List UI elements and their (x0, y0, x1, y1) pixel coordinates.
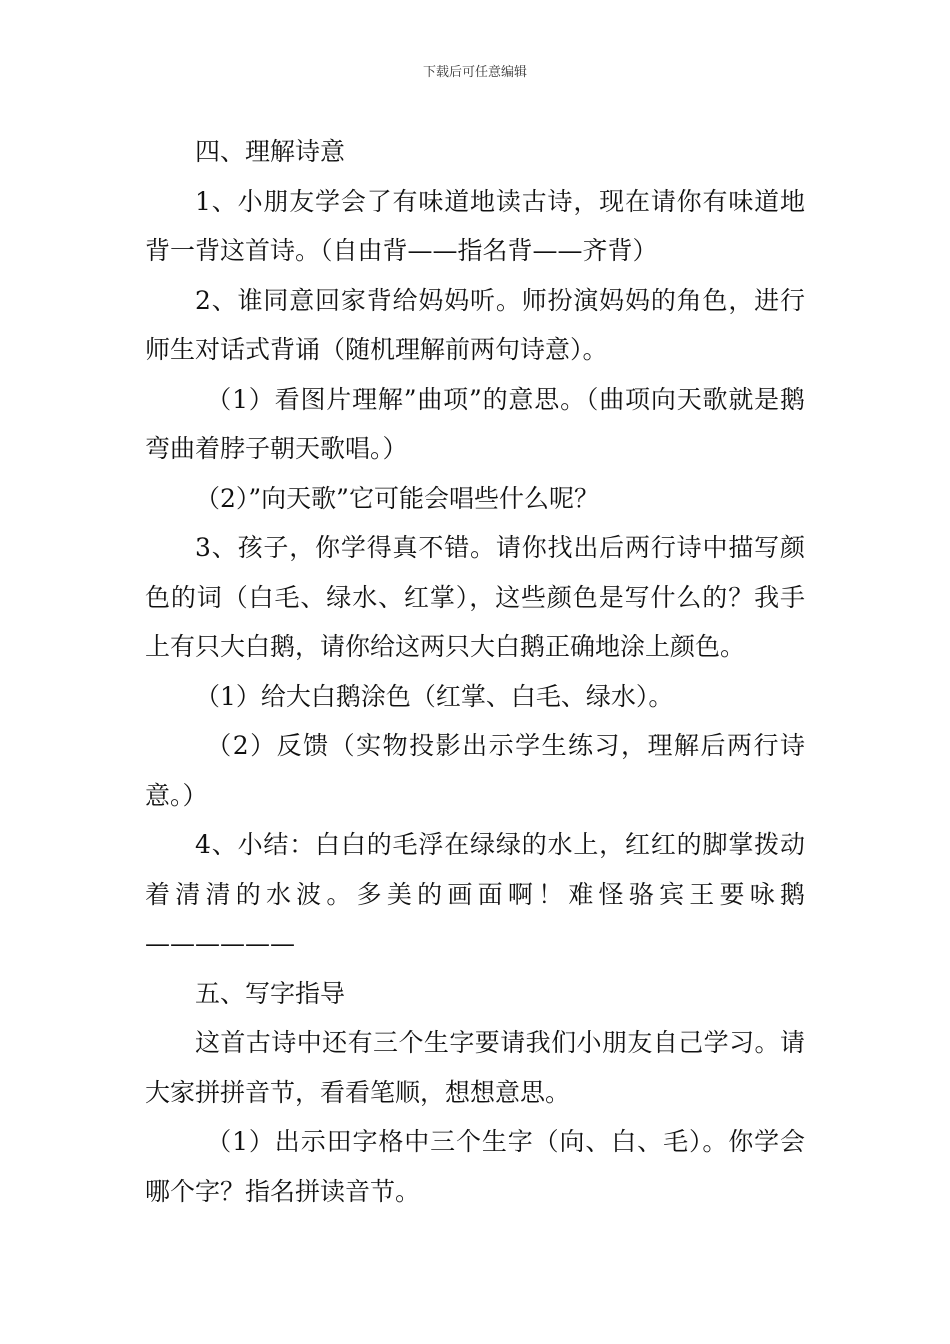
paragraph-dialogue: 2、谁同意回家背给妈妈听。师扮演妈妈的角色，进行师生对话式背诵（随机理解前两句诗意）。 (145, 285, 805, 364)
page-header: 下载后可任意编辑 (422, 65, 527, 80)
section-heading-understanding: 四、理解诗意 (195, 137, 346, 166)
paragraph-feedback: （2）反馈（实物投影出示学生练习，理解后两行诗意。） (145, 731, 805, 810)
paragraph-sing-question: （2）”向天歌”它可能会唱些什么呢？ (195, 483, 599, 513)
document-body (145, 127, 805, 1216)
paragraph-coloring: （1）给大白鹅涂色（红掌、白毛、绿水）。 (195, 681, 674, 711)
paragraph-colors: 3、孩子，你学得真不错。请你找出后两行诗中描写颜色的词（白毛、绿水、红掌），这些颜色是写什么的？我手上有只大白鹅，请你给这两只大白鹅正确地涂上颜色。 (145, 533, 805, 661)
paragraph-picture-meaning: （1）看图片理解”曲项”的意思。（曲项向天歌就是鹅弯曲着脖子朝天歌唱。） (145, 384, 805, 463)
paragraph-new-characters: 这首古诗中还有三个生字要请我们小朋友自己学习。请大家拼拼音节，看看笔顺，想想意思。 (145, 1028, 805, 1107)
paragraph-show-characters: （1）出示田字格中三个生字（向、白、毛）。你学会哪个字？指名拼读音节。 (145, 1127, 805, 1206)
section-heading-writing: 五、写字指导 (195, 978, 346, 1008)
paragraph-summary: 4、小结：白白的毛浮在绿绿的水上，红红的脚掌拨动着清清的水波。多美的画面啊！难怪骆宾王要咏鹅—————— (145, 830, 805, 958)
paragraph-recite: 1、小朋友学会了有味道地读古诗，现在请你有味道地背一背这首诗。（自由背——指名背——齐背） (145, 186, 805, 265)
